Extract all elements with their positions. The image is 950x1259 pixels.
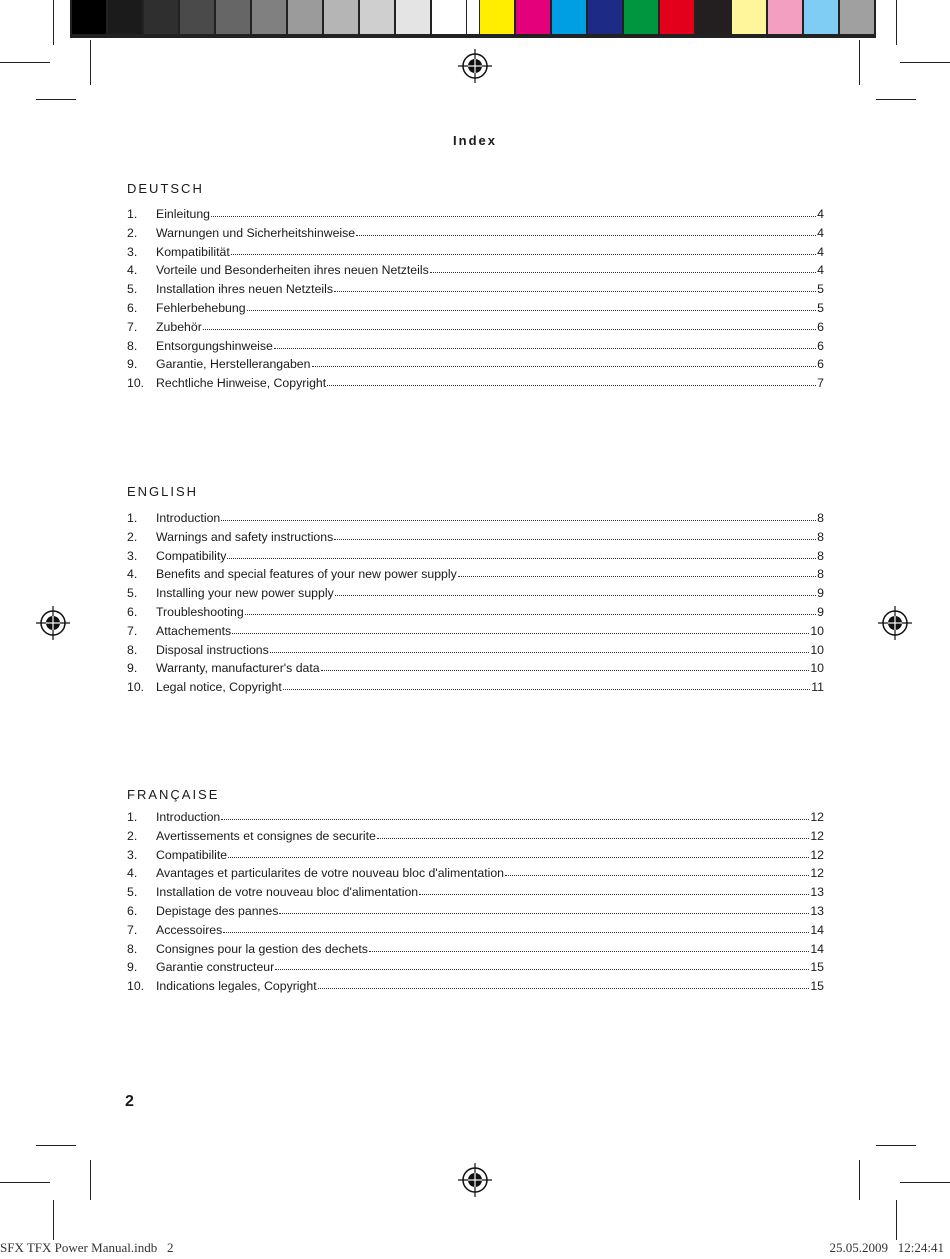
toc-entry-number: 9. (127, 960, 138, 975)
toc-entry-page: 13 (810, 903, 824, 918)
toc-entry (127, 207, 824, 226)
toc-entry (127, 810, 824, 829)
toc-leader-dots (203, 328, 816, 330)
toc-entry-number: 1. (127, 207, 138, 221)
crop-mark (36, 99, 76, 100)
toc-entry-title: Fehlerbehebung (156, 300, 246, 315)
toc-entry-title: Avantages et particularites de votre nouveau bloc d'alimentation (156, 866, 505, 881)
color-swatch (252, 0, 286, 34)
crop-mark (876, 99, 916, 100)
toc-entry (127, 680, 824, 699)
toc-entry (127, 605, 824, 624)
color-swatch (396, 0, 430, 34)
crop-mark (90, 1160, 91, 1200)
toc-entry-number: 8. (127, 941, 138, 956)
toc-entry (127, 263, 824, 282)
toc-entry (127, 301, 824, 320)
section-heading-english: ENGLISH (127, 484, 199, 499)
toc-leader-dots (221, 818, 809, 820)
toc-entry-number: 7. (127, 922, 138, 937)
section-heading-francaise: FRANÇAISE (127, 787, 220, 802)
toc-entry-title: Benefits and special features of your new power supply (156, 567, 457, 582)
toc-entry-title: Entsorgungshinweise (156, 338, 273, 353)
toc-entry-page: 5 (817, 300, 824, 315)
color-swatch (144, 0, 178, 34)
toc-entry-title: Installation de votre nouveau bloc d'alimentation (156, 885, 419, 900)
toc-entry (127, 339, 824, 358)
toc-entry-title: Accessoires (156, 922, 223, 937)
toc-leader-dots (334, 290, 816, 292)
toc-entry (127, 549, 824, 568)
toc-entry-title: Warnungen und Sicherheitshinweise (156, 225, 356, 240)
page-title: Index (453, 133, 497, 148)
toc-entry-number: 7. (127, 319, 138, 334)
toc-entry-number: 1. (127, 810, 138, 824)
toc-entry-page: 15 (810, 960, 824, 975)
toc-entry (127, 885, 824, 904)
crop-mark (859, 40, 860, 85)
color-swatch (768, 0, 802, 34)
color-swatch (696, 0, 730, 34)
toc-leader-dots (270, 651, 810, 653)
color-swatch (108, 0, 142, 34)
color-swatch (660, 0, 694, 34)
color-swatch (840, 0, 874, 34)
toc-entry (127, 866, 824, 885)
toc-entry-title: Introduction (156, 511, 221, 525)
toc-entry-number: 4. (127, 866, 138, 881)
toc-entry (127, 904, 824, 923)
slug-filename: SFX TFX Power Manual.indb 2 (0, 1240, 174, 1255)
toc-entry-page: 9 (817, 604, 824, 619)
toc-entry-title: Warnings and safety instructions (156, 529, 334, 544)
toc-entry (127, 320, 824, 339)
toc-leader-dots (458, 575, 816, 577)
toc-entry-page: 6 (817, 319, 824, 334)
toc-entry-title: Garantie constructeur (156, 960, 275, 975)
color-swatch (732, 0, 766, 34)
color-swatch (516, 0, 550, 34)
toc-leader-dots (228, 856, 809, 858)
toc-entry-page: 4 (817, 263, 824, 278)
toc-entry-page: 13 (810, 885, 824, 900)
toc-entry-page: 12 (810, 810, 824, 824)
toc-leader-dots (211, 215, 816, 217)
crop-mark (53, 0, 54, 45)
toc-entry-number: 3. (127, 847, 138, 862)
color-swatch (180, 0, 214, 34)
toc-entry-number: 7. (127, 623, 138, 638)
toc-entry-number: 9. (127, 357, 138, 372)
toc-entry (127, 357, 824, 376)
crop-mark (900, 1182, 950, 1183)
toc-entry-page: 10 (810, 623, 824, 638)
toc-entry-number: 5. (127, 586, 138, 601)
toc-leader-dots (223, 931, 809, 933)
toc-entry-page: 4 (817, 225, 824, 240)
toc-leader-dots (430, 271, 816, 273)
toc-entry-number: 6. (127, 300, 138, 315)
toc-entry-title: Garantie, Herstellerangaben (156, 357, 311, 372)
toc-entry-page: 8 (817, 511, 824, 525)
toc-entry-number: 8. (127, 642, 138, 657)
registration-mark-right-icon (878, 606, 912, 640)
toc-leader-dots (275, 968, 809, 970)
toc-entry-number: 9. (127, 661, 138, 676)
toc-list-deutsch (127, 207, 824, 395)
toc-entry-number: 2. (127, 529, 138, 544)
toc-entry-number: 8. (127, 338, 138, 353)
toc-entry-title: Rechtliche Hinweise, Copyright (156, 376, 327, 391)
toc-entry-number: 5. (127, 282, 138, 297)
toc-leader-dots (247, 309, 817, 311)
crop-mark (896, 0, 897, 45)
color-swatch (480, 0, 514, 34)
toc-entry-title: Troubleshooting (156, 604, 244, 619)
registration-mark-left-icon (36, 606, 70, 640)
toc-entry-page: 14 (810, 941, 824, 956)
toc-leader-dots (227, 557, 816, 559)
toc-leader-dots (232, 632, 809, 634)
toc-entry-page: 12 (810, 828, 824, 843)
toc-leader-dots (335, 594, 816, 596)
section-heading-deutsch: DEUTSCH (127, 181, 204, 196)
toc-entry-page: 8 (817, 567, 824, 582)
toc-leader-dots (221, 519, 816, 521)
toc-list-francaise (127, 810, 824, 998)
toc-entry-title: Einleitung (156, 207, 211, 221)
toc-entry (127, 942, 824, 961)
toc-entry (127, 511, 824, 530)
toc-leader-dots (279, 912, 809, 914)
toc-leader-dots (245, 613, 816, 615)
crop-mark (876, 1145, 916, 1146)
toc-entry-number: 5. (127, 885, 138, 900)
toc-entry-title: Zubehör (156, 319, 202, 334)
toc-entry (127, 245, 824, 264)
color-swatch (432, 0, 466, 34)
toc-entry (127, 282, 824, 301)
toc-entry-title: Compatibilite (156, 847, 228, 862)
color-swatch (552, 0, 586, 34)
toc-entry-number: 10. (127, 979, 145, 994)
toc-entry-title: Warranty, manufacturer's data (156, 661, 320, 676)
crop-mark (900, 62, 950, 63)
crop-mark (0, 1182, 50, 1183)
toc-entry-number: 1. (127, 511, 138, 525)
toc-entry-number: 3. (127, 548, 138, 563)
toc-entry (127, 567, 824, 586)
toc-leader-dots (377, 837, 809, 839)
toc-entry-title: Legal notice, Copyright (156, 680, 282, 695)
toc-entry-page: 4 (817, 207, 824, 221)
toc-entry-title: Installation ihres neuen Netzteils (156, 282, 334, 297)
page-number: 2 (125, 1093, 134, 1110)
toc-entry-title: Depistage des pannes (156, 903, 279, 918)
toc-entry-number: 10. (127, 376, 145, 391)
toc-list-english (127, 511, 824, 699)
toc-leader-dots (312, 365, 817, 367)
toc-leader-dots (505, 874, 809, 876)
color-swatch (588, 0, 622, 34)
toc-entry-number: 4. (127, 567, 138, 582)
color-swatch (72, 0, 106, 34)
color-swatch (804, 0, 838, 34)
toc-entry-page: 11 (811, 680, 824, 695)
color-swatch (360, 0, 394, 34)
toc-leader-dots (327, 384, 816, 386)
toc-entry-page: 8 (817, 548, 824, 563)
toc-entry-page: 14 (810, 922, 824, 937)
crop-mark (36, 1145, 76, 1146)
crop-mark (0, 62, 50, 63)
toc-entry (127, 376, 824, 395)
toc-entry-page: 8 (817, 529, 824, 544)
toc-entry-title: Kompatibilität (156, 244, 230, 259)
toc-leader-dots (356, 234, 816, 236)
toc-entry (127, 923, 824, 942)
slug-timestamp: 25.05.2009 12:24:41 (829, 1240, 944, 1255)
toc-entry (127, 530, 824, 549)
toc-entry-number: 6. (127, 903, 138, 918)
toc-leader-dots (369, 950, 809, 952)
toc-entry (127, 848, 824, 867)
toc-entry-title: Installing your new power supply (156, 586, 334, 601)
toc-entry-page: 9 (817, 586, 824, 601)
toc-entry-title: Indications legales, Copyright (156, 979, 317, 994)
toc-entry (127, 979, 824, 998)
toc-entry-page: 15 (810, 979, 824, 994)
toc-entry-page: 12 (810, 866, 824, 881)
toc-entry-title: Consignes pour la gestion des dechets (156, 941, 368, 956)
toc-entry-title: Attachements (156, 623, 232, 638)
toc-entry-page: 4 (817, 244, 824, 259)
toc-entry-number: 2. (127, 225, 138, 240)
toc-entry-page: 12 (810, 847, 824, 862)
toc-entry-page: 6 (817, 357, 824, 372)
toc-entry-page: 10 (810, 661, 824, 676)
toc-entry-title: Disposal instructions (156, 642, 269, 657)
toc-entry-title: Avertissements et consignes de securite (156, 828, 376, 843)
toc-leader-dots (419, 893, 809, 895)
toc-entry-title: Introduction (156, 810, 221, 824)
toc-leader-dots (231, 253, 816, 255)
crop-mark (859, 1160, 860, 1200)
crop-mark (90, 40, 91, 85)
toc-entry-title: Compatibility (156, 548, 227, 563)
color-swatch (624, 0, 658, 34)
toc-leader-dots (321, 669, 810, 671)
toc-entry-page: 5 (817, 282, 824, 297)
registration-mark-top-icon (458, 49, 492, 83)
toc-leader-dots (334, 538, 816, 540)
color-swatch (288, 0, 322, 34)
toc-entry-number: 4. (127, 263, 138, 278)
toc-entry-page: 6 (817, 338, 824, 353)
toc-entry (127, 661, 824, 680)
toc-entry-page: 10 (810, 642, 824, 657)
toc-leader-dots (274, 347, 816, 349)
toc-entry (127, 829, 824, 848)
color-swatch (324, 0, 358, 34)
registration-mark-bottom-icon (458, 1163, 492, 1197)
toc-entry (127, 643, 824, 662)
color-swatch (467, 0, 479, 34)
toc-entry-number: 10. (127, 680, 145, 695)
toc-entry (127, 586, 824, 605)
crop-mark (53, 1200, 54, 1240)
crop-mark (896, 1200, 897, 1240)
toc-entry (127, 960, 824, 979)
toc-entry-title: Vorteile und Besonderheiten ihres neuen Netzteils (156, 263, 429, 278)
toc-entry-number: 2. (127, 828, 138, 843)
toc-entry (127, 624, 824, 643)
print-color-bar (70, 0, 876, 38)
color-swatch (216, 0, 250, 34)
toc-leader-dots (283, 688, 810, 690)
toc-entry-number: 6. (127, 604, 138, 619)
toc-leader-dots (318, 987, 810, 989)
toc-entry-page: 7 (817, 376, 824, 391)
toc-entry-number: 3. (127, 244, 138, 259)
toc-entry (127, 226, 824, 245)
